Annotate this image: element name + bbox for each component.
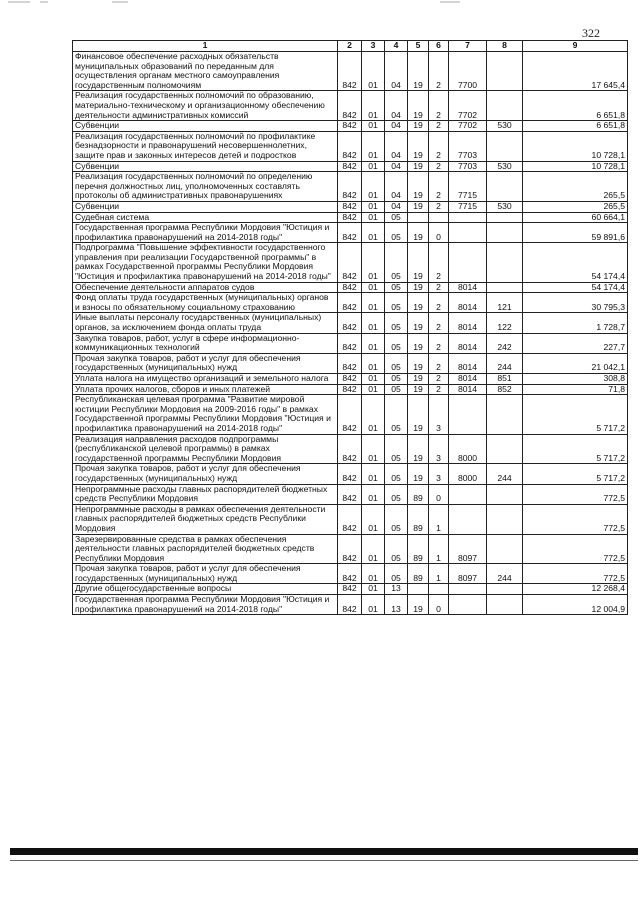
row-code-cell: 842	[338, 201, 362, 212]
scan-edge-marks	[0, 0, 640, 6]
row-code-cell: 842	[338, 282, 362, 293]
table-row	[73, 52, 628, 91]
row-name-cell: Субвенции	[73, 161, 338, 172]
row-subprogram-cell: 0	[429, 595, 449, 615]
row-section-cell: 01	[362, 564, 385, 584]
row-name-cell: Государственная программа Республики Мордовия "Юстиция и профилактика правонарушений на 2014-2018 годы"	[73, 595, 338, 615]
row-subsection-cell: 05	[385, 564, 408, 584]
row-expense-type-cell: 530	[487, 161, 523, 172]
table-row	[73, 223, 628, 243]
row-program-cell: 19	[408, 595, 429, 615]
row-subsection-cell: 05	[385, 434, 408, 464]
row-amount-cell: 10 728,1	[523, 161, 628, 172]
row-subsection-cell: 04	[385, 161, 408, 172]
row-subsection-cell: 04	[385, 131, 408, 161]
table-row	[73, 504, 628, 534]
table-row	[73, 131, 628, 161]
column-header: 7	[449, 41, 487, 52]
row-subprogram-cell: 2	[429, 172, 449, 202]
column-header: 2	[338, 41, 362, 52]
table-row	[73, 212, 628, 223]
row-amount-cell: 227,7	[523, 333, 628, 353]
row-code-cell: 842	[338, 384, 362, 395]
table-row	[73, 464, 628, 484]
row-article-cell: 8000	[449, 434, 487, 464]
row-name-cell: Зарезервированные средства в рамках обеспечения деятельности главных распорядителей бюджетных средств Республики Мордовия	[73, 534, 338, 564]
row-code-cell: 842	[338, 484, 362, 504]
row-name-cell: Непрограммные расходы главных распорядителей бюджетных средств Республики Мордовия	[73, 484, 338, 504]
row-article-cell: 8014	[449, 374, 487, 385]
row-name-cell: Реализация государственных полномочий по образованию, материально-техническому и организационному обеспечению деятельности административных комиссий	[73, 91, 338, 121]
row-code-cell: 842	[338, 534, 362, 564]
row-expense-type-cell: 242	[487, 333, 523, 353]
row-section-cell: 01	[362, 131, 385, 161]
row-expense-type-cell: 244	[487, 464, 523, 484]
row-subprogram-cell: 3	[429, 464, 449, 484]
row-subprogram-cell: 2	[429, 313, 449, 333]
row-article-cell: 8097	[449, 564, 487, 584]
row-program-cell: 19	[408, 52, 429, 91]
row-name-cell: Непрограммные расходы в рамках обеспечения деятельности главных распорядителей бюджетных средств Республики Мордовия	[73, 504, 338, 534]
row-name-cell: Уплата прочих налогов, сборов и иных платежей	[73, 384, 338, 395]
row-amount-cell: 265,5	[523, 201, 628, 212]
row-program-cell: 19	[408, 121, 429, 132]
row-section-cell: 01	[362, 395, 385, 434]
row-subprogram-cell: 1	[429, 504, 449, 534]
row-subsection-cell: 05	[385, 395, 408, 434]
row-section-cell: 01	[362, 293, 385, 313]
row-subsection-cell: 05	[385, 293, 408, 313]
row-subsection-cell: 04	[385, 201, 408, 212]
row-expense-type-cell	[487, 584, 523, 595]
table-row	[73, 243, 628, 282]
row-name-cell: Обеспечение деятельности аппаратов судов	[73, 282, 338, 293]
row-article-cell	[449, 584, 487, 595]
row-article-cell: 7703	[449, 161, 487, 172]
row-program-cell: 19	[408, 172, 429, 202]
row-program-cell: 89	[408, 564, 429, 584]
row-expense-type-cell: 244	[487, 353, 523, 373]
row-code-cell: 842	[338, 293, 362, 313]
row-subprogram-cell: 2	[429, 121, 449, 132]
row-section-cell: 01	[362, 504, 385, 534]
row-subprogram-cell: 2	[429, 333, 449, 353]
row-amount-cell: 265,5	[523, 172, 628, 202]
row-subsection-cell: 04	[385, 52, 408, 91]
row-amount-cell: 772,5	[523, 504, 628, 534]
row-code-cell: 842	[338, 434, 362, 464]
row-amount-cell: 772,5	[523, 484, 628, 504]
row-amount-cell: 12 268,4	[523, 584, 628, 595]
row-program-cell	[408, 584, 429, 595]
row-article-cell: 8014	[449, 293, 487, 313]
page-number: 322	[582, 26, 600, 40]
row-program-cell: 19	[408, 353, 429, 373]
row-article-cell: 7715	[449, 201, 487, 212]
row-subprogram-cell: 2	[429, 353, 449, 373]
row-subprogram-cell: 2	[429, 374, 449, 385]
row-name-cell: Реализация направления расходов подпрограммы (республиканской целевой программы) в рамках государственной программы Республики Мордовия	[73, 434, 338, 464]
row-section-cell: 01	[362, 172, 385, 202]
table-row	[73, 434, 628, 464]
row-code-cell: 842	[338, 243, 362, 282]
row-amount-cell: 6 651,8	[523, 121, 628, 132]
column-header: 1	[73, 41, 338, 52]
row-code-cell: 842	[338, 564, 362, 584]
row-program-cell: 19	[408, 333, 429, 353]
row-program-cell: 19	[408, 243, 429, 282]
row-article-cell	[449, 243, 487, 282]
row-amount-cell: 6 651,8	[523, 91, 628, 121]
row-program-cell: 19	[408, 131, 429, 161]
row-amount-cell: 10 728,1	[523, 131, 628, 161]
table-row	[73, 595, 628, 615]
row-name-cell: Республиканская целевая программа "Развитие мировой юстиции Республики Мордовия на 2009-2016 годы" в рамках Государственной программы Республики Мордовия "Юстиция и профилактика правонарушений на 2014-2018 годы"	[73, 395, 338, 434]
row-code-cell: 842	[338, 584, 362, 595]
row-expense-type-cell: 122	[487, 313, 523, 333]
row-code-cell: 842	[338, 131, 362, 161]
row-amount-cell: 5 717,2	[523, 395, 628, 434]
row-amount-cell: 54 174,4	[523, 243, 628, 282]
row-name-cell: Подпрограмма "Повышение эффективности государственного управления при реализации Государственной программы" в рамках Государственной программы Республики Мордовия "Юстиция и профилактика правонарушений на 2014-2018 годы"	[73, 243, 338, 282]
row-section-cell: 01	[362, 484, 385, 504]
row-name-cell: Закупка товаров, работ, услуг в сфере информационно-коммуникационных технологий	[73, 333, 338, 353]
table-row	[73, 282, 628, 293]
scan-bottom-border	[10, 848, 638, 855]
row-amount-cell: 17 645,4	[523, 52, 628, 91]
row-article-cell	[449, 504, 487, 534]
row-subprogram-cell: 2	[429, 201, 449, 212]
row-code-cell: 842	[338, 504, 362, 534]
row-name-cell: Государственная программа Республики Мордовия "Юстиция и профилактика правонарушений на 2014-2018 годы"	[73, 223, 338, 243]
row-subsection-cell: 05	[385, 534, 408, 564]
row-program-cell: 19	[408, 313, 429, 333]
row-article-cell: 8014	[449, 333, 487, 353]
row-subsection-cell: 04	[385, 121, 408, 132]
row-program-cell: 19	[408, 161, 429, 172]
row-code-cell: 842	[338, 595, 362, 615]
row-section-cell: 01	[362, 161, 385, 172]
row-program-cell: 19	[408, 434, 429, 464]
row-program-cell: 19	[408, 464, 429, 484]
row-program-cell: 19	[408, 293, 429, 313]
row-subsection-cell: 05	[385, 384, 408, 395]
table-row	[73, 172, 628, 202]
row-section-cell: 01	[362, 91, 385, 121]
row-subprogram-cell: 2	[429, 384, 449, 395]
row-expense-type-cell: 121	[487, 293, 523, 313]
row-subprogram-cell: 0	[429, 223, 449, 243]
row-subsection-cell: 05	[385, 282, 408, 293]
row-code-cell: 842	[338, 353, 362, 373]
row-program-cell: 89	[408, 484, 429, 504]
row-expense-type-cell	[487, 91, 523, 121]
table-row	[73, 584, 628, 595]
row-expense-type-cell	[487, 212, 523, 223]
row-section-cell: 01	[362, 595, 385, 615]
row-article-cell: 7703	[449, 131, 487, 161]
row-article-cell: 8097	[449, 534, 487, 564]
row-subsection-cell: 05	[385, 223, 408, 243]
table-row	[73, 384, 628, 395]
row-name-cell: Прочая закупка товаров, работ и услуг для обеспечения государственных (муниципальных) нужд	[73, 564, 338, 584]
row-amount-cell: 12 004,9	[523, 595, 628, 615]
row-name-cell: Иные выплаты персоналу государственных (муниципальных) органов, за исключением фонда оплаты труда	[73, 313, 338, 333]
row-subprogram-cell: 1	[429, 564, 449, 584]
row-program-cell: 89	[408, 534, 429, 564]
row-program-cell: 19	[408, 223, 429, 243]
row-subsection-cell: 13	[385, 595, 408, 615]
row-expense-type-cell: 530	[487, 121, 523, 132]
row-expense-type-cell	[487, 504, 523, 534]
row-article-cell: 8014	[449, 313, 487, 333]
row-amount-cell: 71,8	[523, 384, 628, 395]
row-section-cell: 01	[362, 52, 385, 91]
table-row	[73, 353, 628, 373]
column-header: 9	[523, 41, 628, 52]
row-section-cell: 01	[362, 384, 385, 395]
row-section-cell: 01	[362, 464, 385, 484]
row-section-cell: 01	[362, 121, 385, 132]
row-amount-cell: 5 717,2	[523, 434, 628, 464]
row-program-cell	[408, 212, 429, 223]
row-name-cell: Реализация государственных полномочий по определению перечня должностных лиц, уполномоченных составлять протоколы об административных правонарушениях	[73, 172, 338, 202]
row-amount-cell: 21 042,1	[523, 353, 628, 373]
row-amount-cell: 60 664,1	[523, 212, 628, 223]
row-subprogram-cell: 3	[429, 434, 449, 464]
row-expense-type-cell	[487, 223, 523, 243]
row-expense-type-cell	[487, 434, 523, 464]
row-subsection-cell: 04	[385, 91, 408, 121]
row-expense-type-cell	[487, 131, 523, 161]
row-expense-type-cell	[487, 172, 523, 202]
row-expense-type-cell: 852	[487, 384, 523, 395]
row-subsection-cell: 05	[385, 374, 408, 385]
row-section-cell: 01	[362, 534, 385, 564]
row-code-cell: 842	[338, 374, 362, 385]
row-expense-type-cell	[487, 243, 523, 282]
row-subprogram-cell	[429, 584, 449, 595]
budget-table	[72, 40, 628, 615]
column-header: 6	[429, 41, 449, 52]
row-section-cell: 01	[362, 282, 385, 293]
row-section-cell: 01	[362, 374, 385, 385]
row-article-cell: 7702	[449, 91, 487, 121]
row-subprogram-cell: 2	[429, 161, 449, 172]
column-header: 3	[362, 41, 385, 52]
row-section-cell: 01	[362, 201, 385, 212]
row-amount-cell: 30 795,3	[523, 293, 628, 313]
row-name-cell: Субвенции	[73, 121, 338, 132]
row-subsection-cell: 05	[385, 212, 408, 223]
row-article-cell	[449, 223, 487, 243]
table-row	[73, 121, 628, 132]
row-name-cell: Фонд оплаты труда государственных (муниципальных) органов и взносы по обязательному социальному страхованию	[73, 293, 338, 313]
row-section-cell: 01	[362, 584, 385, 595]
row-subsection-cell: 05	[385, 464, 408, 484]
row-expense-type-cell	[487, 282, 523, 293]
row-code-cell: 842	[338, 333, 362, 353]
table-header-row	[73, 41, 628, 52]
row-article-cell: 8014	[449, 282, 487, 293]
row-article-cell	[449, 484, 487, 504]
row-name-cell: Судебная система	[73, 212, 338, 223]
row-subprogram-cell: 0	[429, 484, 449, 504]
table-row	[73, 91, 628, 121]
row-subprogram-cell: 2	[429, 243, 449, 282]
row-amount-cell: 54 174,4	[523, 282, 628, 293]
row-code-cell: 842	[338, 464, 362, 484]
scan-bottom-line	[10, 860, 638, 861]
table-body	[73, 52, 628, 615]
row-subsection-cell: 13	[385, 584, 408, 595]
row-section-cell: 01	[362, 333, 385, 353]
row-program-cell: 19	[408, 201, 429, 212]
row-expense-type-cell	[487, 534, 523, 564]
row-section-cell: 01	[362, 353, 385, 373]
row-subsection-cell: 05	[385, 243, 408, 282]
row-name-cell: Уплата налога на имущество организаций и земельного налога	[73, 374, 338, 385]
column-header: 4	[385, 41, 408, 52]
row-program-cell: 19	[408, 91, 429, 121]
row-expense-type-cell: 244	[487, 564, 523, 584]
row-program-cell: 19	[408, 282, 429, 293]
row-article-cell	[449, 395, 487, 434]
row-code-cell: 842	[338, 161, 362, 172]
table-row	[73, 564, 628, 584]
row-expense-type-cell: 851	[487, 374, 523, 385]
row-subsection-cell: 05	[385, 484, 408, 504]
row-program-cell: 89	[408, 504, 429, 534]
row-subprogram-cell: 2	[429, 282, 449, 293]
row-amount-cell: 308,8	[523, 374, 628, 385]
row-code-cell: 842	[338, 172, 362, 202]
table-row	[73, 333, 628, 353]
row-name-cell: Прочая закупка товаров, работ и услуг для обеспечения государственных (муниципальных) нужд	[73, 464, 338, 484]
row-amount-cell: 772,5	[523, 564, 628, 584]
row-article-cell: 8014	[449, 353, 487, 373]
row-section-cell: 01	[362, 434, 385, 464]
row-expense-type-cell	[487, 595, 523, 615]
row-article-cell: 7700	[449, 52, 487, 91]
row-program-cell: 19	[408, 395, 429, 434]
row-code-cell: 842	[338, 52, 362, 91]
row-article-cell: 7702	[449, 121, 487, 132]
row-program-cell: 19	[408, 374, 429, 385]
table-row	[73, 161, 628, 172]
row-article-cell: 7715	[449, 172, 487, 202]
row-subsection-cell: 05	[385, 504, 408, 534]
row-section-cell: 01	[362, 212, 385, 223]
column-header: 5	[408, 41, 429, 52]
row-name-cell: Финансовое обеспечение расходных обязательств муниципальных образований по переданным для осуществления органам местного самоуправления государственным полномочиям	[73, 52, 338, 91]
row-subprogram-cell: 2	[429, 131, 449, 161]
row-section-cell: 01	[362, 243, 385, 282]
row-code-cell: 842	[338, 395, 362, 434]
row-subprogram-cell: 3	[429, 395, 449, 434]
row-code-cell: 842	[338, 91, 362, 121]
table-row	[73, 484, 628, 504]
row-name-cell: Другие общегосударственные вопросы	[73, 584, 338, 595]
row-expense-type-cell: 530	[487, 201, 523, 212]
row-code-cell: 842	[338, 223, 362, 243]
row-article-cell: 8014	[449, 384, 487, 395]
row-code-cell: 842	[338, 313, 362, 333]
row-subprogram-cell	[429, 212, 449, 223]
row-section-cell: 01	[362, 223, 385, 243]
row-name-cell: Субвенции	[73, 201, 338, 212]
row-subsection-cell: 05	[385, 353, 408, 373]
row-amount-cell: 5 717,2	[523, 464, 628, 484]
row-section-cell: 01	[362, 313, 385, 333]
table-row	[73, 201, 628, 212]
row-subprogram-cell: 2	[429, 293, 449, 313]
row-subsection-cell: 05	[385, 333, 408, 353]
row-expense-type-cell	[487, 52, 523, 91]
table-row	[73, 534, 628, 564]
row-code-cell: 842	[338, 121, 362, 132]
row-article-cell: 8000	[449, 464, 487, 484]
row-subprogram-cell: 1	[429, 534, 449, 564]
row-subsection-cell: 05	[385, 313, 408, 333]
row-amount-cell: 1 728,7	[523, 313, 628, 333]
table-row	[73, 293, 628, 313]
row-code-cell: 842	[338, 212, 362, 223]
row-expense-type-cell	[487, 484, 523, 504]
row-program-cell: 19	[408, 384, 429, 395]
row-expense-type-cell	[487, 395, 523, 434]
row-subprogram-cell: 2	[429, 52, 449, 91]
row-article-cell	[449, 595, 487, 615]
row-article-cell	[449, 212, 487, 223]
column-header: 8	[487, 41, 523, 52]
table-row	[73, 374, 628, 385]
row-amount-cell: 59 891,6	[523, 223, 628, 243]
row-amount-cell: 772,5	[523, 534, 628, 564]
row-name-cell: Прочая закупка товаров, работ и услуг для обеспечения государственных (муниципальных) нужд	[73, 353, 338, 373]
row-subsection-cell: 04	[385, 172, 408, 202]
row-subprogram-cell: 2	[429, 91, 449, 121]
row-name-cell: Реализация государственных полномочий по профилактике безнадзорности и правонарушений несовершеннолетних, защите прав и законных интересов детей и подростков	[73, 131, 338, 161]
table-row	[73, 313, 628, 333]
table-row	[73, 395, 628, 434]
